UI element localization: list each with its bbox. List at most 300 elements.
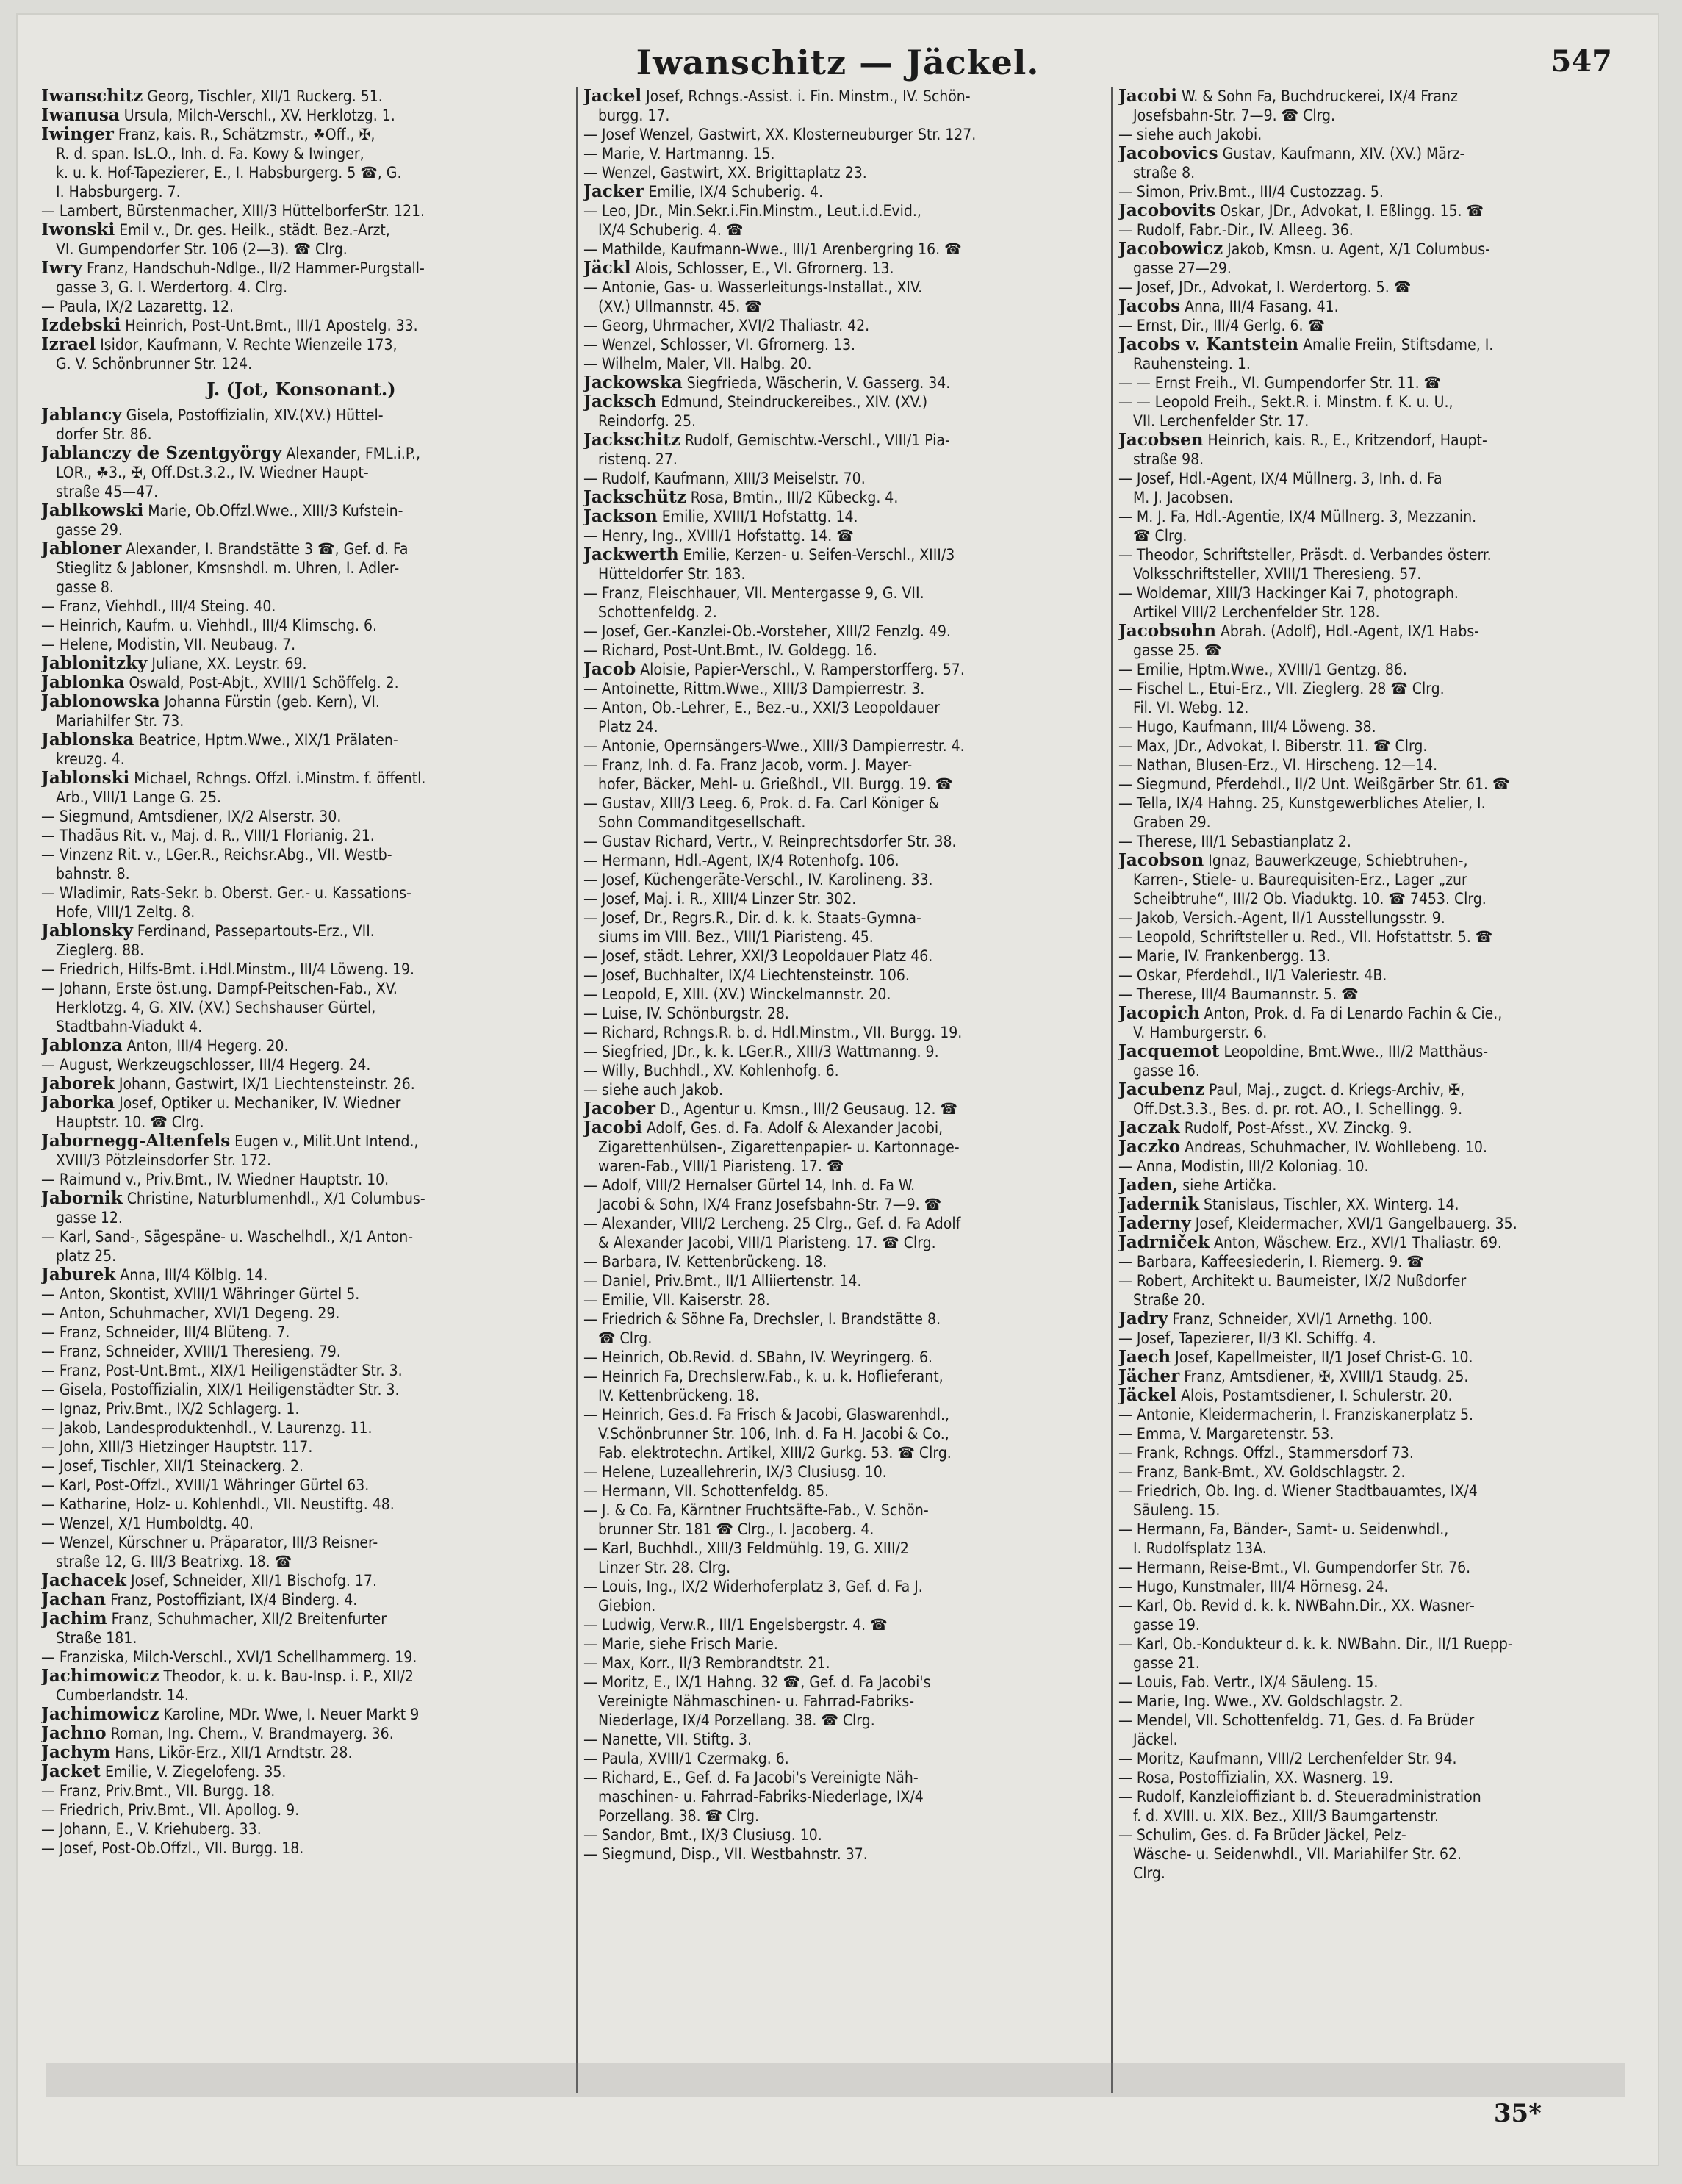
entry-text: gasse 12. [56,1209,123,1226]
entry-text: — Karl, Ob.-Kondukteur d. k. k. NWBahn. Dir., II/1 Ruepp- [1118,1635,1513,1653]
entry-text: — Fischel L., Etui-Erz., VII. Zieglerg. 28 ☎ Clrg. [1118,680,1445,697]
entry-text: — J. & Co. Fa, Kärntner Fruchtsäfte-Fab., V. Schön- [583,1501,929,1519]
directory-entry [41,1132,561,1151]
directory-entry [583,1481,1098,1501]
entry-text: — Thadäus Rit. v., Maj. d. R., VIII/1 Florianig. 21. [41,827,375,844]
entry-text: — M. J. Fa, Hdl.-Agentie, IX/4 Müllnerg. 3, Mezzanin. [1118,508,1477,525]
entry-text: — Paula, XVIII/1 Czermakg. 6. [583,1750,789,1767]
entry-text: — Georg, Uhrmacher, XVI/2 Thaliastr. 42. [583,317,870,334]
directory-entry [1118,1825,1642,1844]
entry-text: — Heinrich, Ob.Revid. d. SBahn, IV. Weyringerg. 6. [583,1348,932,1366]
entry-text: Juliane, XX. Leystr. 69. [147,655,307,672]
entry-text: — Josef, Tapezierer, II/3 Kl. Schiffg. 4. [1118,1329,1376,1347]
entry-surname: Jacket [41,1762,101,1781]
entry-text: Amalie Freiin, Stiftsdame, I. [1298,336,1494,353]
entry-text: Scheibtruhe“, III/2 Ob. Viaduktg. 10. ☎ 7453. Clrg. [1133,890,1487,908]
directory-entry [583,1004,1098,1023]
directory-entry [583,1252,1098,1271]
entry-text: — Nanette, VII. Stiftg. 3. [583,1731,752,1748]
entry-continuation [583,564,1098,583]
entry-text: Ferdinand, Passepartouts-Erz., VII. [132,922,375,940]
directory-entry [41,845,561,864]
directory-entry [1118,946,1642,966]
entry-text: — Therese, III/4 Baumannstr. 5. ☎ [1118,985,1359,1003]
directory-entry [583,373,1098,392]
entry-text: — Wenzel, Schlosser, VI. Gfrornerg. 13. [583,336,856,353]
entry-text: — Simon, Priv.Bmt., III/4 Custozzag. 5. [1118,183,1384,201]
entry-text: — Josef, städt. Lehrer, XXI/3 Leopoldauer Platz 46. [583,947,933,965]
entry-text: — Gustav, XIII/3 Leeg. 6, Prok. d. Fa. Carl Königer & [583,794,940,812]
entry-text: — Ludwig, Verw.R., III/1 Engelsbergstr. 4. ☎ [583,1616,888,1634]
entry-text: gasse 27—29. [1133,259,1232,277]
entry-text: Hauptstr. 10. ☎ Clrg. [56,1113,204,1131]
entry-text: — Raimund v., Priv.Bmt., IV. Wiedner Hauptstr. 10. [41,1171,389,1188]
entry-surname: Jackowska [583,373,683,392]
directory-entry [583,755,1098,775]
entry-continuation [1118,1501,1642,1520]
entry-text: Franz, Postoffiziant, IX/4 Binderg. 4. [106,1591,358,1609]
directory-entry [583,1768,1098,1787]
entry-text: Linzer Str. 28. Clrg. [598,1559,731,1576]
entry-surname: Jackschütz [583,488,686,507]
entry-text: — Rudolf, Kaufmann, XIII/3 Meiselstr. 70. [583,470,866,487]
directory-entry [41,826,561,845]
entry-text: gasse 25. ☎ [1133,642,1222,659]
entry-text: Franz, Amtsdiener, ✠, XVIII/1 Staudg. 25. [1179,1368,1469,1385]
entry-text: — August, Werkzeugschlosser, III/4 Hegerg. 24. [41,1056,371,1074]
entry-text: R. d. span. IsL.O., Inh. d. Fa. Kowy & Iwinger, [56,145,364,162]
entry-text: Emil v., Dr. ges. Heilk., städt. Bez.-Arzt, [115,221,390,239]
entry-text: — Friedrich & Söhne Fa, Drechsler, I. Brandstätte 8. [583,1310,941,1328]
entry-surname: Jacobi [1118,87,1177,106]
entry-text: — Karl, Ob. Revid d. k. k. NWBahn.Dir., XX. Wasner- [1118,1597,1475,1614]
directory-entry [583,583,1098,603]
entry-text: Josefsbahn-Str. 7—9. ☎ Clrg. [1133,107,1335,124]
directory-entry [41,220,561,240]
entry-text: — Antonie, Gas- u. Wasserleitungs-Installat., XIV. [583,279,923,296]
entry-surname: Jächer [1118,1367,1180,1386]
column-2 [576,87,1098,2093]
entry-text: Gisela, Postoffizialin, XIV.(XV.) Hüttel- [121,406,384,424]
entry-text: — Nathan, Blusen-Erz., VI. Hirscheng. 12—14. [1118,756,1438,774]
entry-text: — Marie, Ing. Wwe., XV. Goldschlagstr. 2. [1118,1692,1404,1710]
entry-text: Fab. elektrotechn. Artikel, XIII/2 Gurkg. 53. ☎ Clrg. [598,1444,952,1462]
entry-surname: Jacker [583,182,644,201]
directory-entry [41,1800,561,1820]
directory-entry [583,125,1098,144]
directory-entry [583,1673,1098,1692]
directory-entry [583,182,1098,201]
signature-mark: 35* [1493,2099,1542,2128]
entry-surname: Jadrniček [1118,1233,1210,1252]
entry-text: — Wenzel, X/1 Humboldtg. 40. [41,1515,254,1532]
entry-surname: Jaborek [41,1074,115,1093]
directory-entry [1118,182,1642,201]
directory-entry [1118,1252,1642,1271]
entry-text: — Josef, Ger.-Kanzlei-Ob.-Vorsteher, XIII/2 Fenzlg. 49. [583,622,951,640]
directory-entry [1118,507,1642,526]
directory-entry [583,1634,1098,1653]
entry-continuation [1118,106,1642,125]
directory-entry [583,1539,1098,1558]
entry-continuation [1118,1615,1642,1634]
entry-text: Reindorfg. 25. [598,412,697,430]
directory-entry [1118,335,1642,354]
entry-text: — Johann, E., V. Kriehuberg. 33. [41,1820,262,1838]
entry-surname: Jacksch [583,392,657,412]
entry-surname: Izdebski [41,316,121,335]
entry-text: — Mendel, VII. Schottenfeldg. 71, Ges. d. Fa Brüder [1118,1711,1475,1729]
entry-text: Edmund, Steindruckereibes., XIV. (XV.) [656,393,928,411]
entry-text: Hofe, VIII/1 Zeltg. 8. [56,903,195,921]
directory-entry [583,87,1098,106]
directory-entry [1118,1329,1642,1348]
entry-text: — Richard, E., Gef. d. Fa Jacobi's Vereinigte Näh- [583,1769,919,1786]
directory-entry [41,297,561,316]
entry-text: — Rudolf, Kanzleioffiziant b. d. Steueradministration [1118,1788,1481,1806]
directory-entry [41,316,561,335]
entry-text: Anton, Wäschew. Erz., XVI/1 Thaliastr. 69. [1210,1234,1502,1251]
entry-text: — Siegmund, Amtsdiener, IX/2 Alserstr. 30. [41,808,342,825]
entry-text: — — Leopold Freih., Sekt.R. i. Minstm. f. K. u. U., [1118,393,1453,411]
entry-continuation [41,578,561,597]
entry-text: gasse 16. [1133,1062,1200,1080]
entry-text: — Wilhelm, Maler, VII. Halbg. 20. [583,355,812,373]
entry-text: — Anna, Modistin, III/2 Koloniag. 10. [1118,1157,1369,1175]
entry-text: — Daniel, Priv.Bmt., II/1 Alliiertenstr. 14. [583,1272,862,1290]
entry-text: burgg. 17. [598,107,670,124]
entry-text: VI. Gumpendorfer Str. 106 (2—3). ☎ Clrg. [56,240,348,258]
entry-text: — Josef Wenzel, Gastwirt, XX. Klosterneuburger Str. 127. [583,126,977,143]
entry-text: Rudolf, Gemischtw.-Verschl., VIII/1 Pia- [680,431,950,449]
entry-surname: Jacobs [1118,297,1181,316]
directory-entry [41,1036,561,1055]
entry-text: Schottenfeldg. 2. [598,603,717,621]
entry-continuation [583,813,1098,832]
directory-entry [1118,736,1642,755]
entry-text: — Franz, Inh. d. Fa. Franz Jacob, vorm. J. Mayer- [583,756,913,774]
entry-text: Hans, Likör-Erz., XII/1 Arndtstr. 28. [110,1744,353,1761]
directory-entry [41,1361,561,1380]
entry-text: Hütteldorfer Str. 183. [598,565,746,583]
entry-text: Anna, III/4 Kölblg. 14. [115,1266,268,1284]
entry-continuation [41,425,561,444]
entry-continuation [41,182,561,201]
entry-text: — Rudolf, Fabr.-Dir., IV. Alleeg. 36. [1118,221,1354,239]
column-1 [41,87,561,2093]
entry-text: — Leopold, E, XIII. (XV.) Winckelmannstr. 20. [583,985,891,1003]
entry-surname: Iwanschitz [41,87,143,106]
entry-continuation [41,750,561,769]
directory-entry [1118,392,1642,412]
entry-text: Platz 24. [598,718,658,736]
entry-continuation [1118,1061,1642,1080]
entry-text: — Franz, Schneider, XVIII/1 Theresieng. 79. [41,1343,341,1360]
entry-text: — Katharine, Holz- u. Kohlenhdl., VII. Neustiftg. 48. [41,1495,395,1513]
entry-continuation [41,1686,561,1705]
entry-text: — siehe auch Jakob. [583,1081,724,1099]
directory-entry [583,908,1098,927]
entry-continuation [41,1017,561,1036]
entry-surname: Jäckl [583,259,631,278]
entry-continuation [41,278,561,297]
directory-entry [583,1080,1098,1099]
entry-text: — Wenzel, Gastwirt, XX. Brigittaplatz 23. [583,164,867,182]
directory-entry [1118,1310,1642,1329]
entry-text: Oskar, JDr., Advokat, I. Eßlingg. 15. ☎ [1215,202,1484,220]
entry-surname: Jablonski [41,769,130,788]
entry-text: gasse 21. [1133,1654,1200,1672]
directory-entry [41,960,561,979]
entry-surname: Jackwerth [583,545,679,564]
directory-entry [583,622,1098,641]
directory-entry [41,1170,561,1189]
entry-text: straße 12, G. III/3 Beatrixg. 18. ☎ [56,1553,292,1570]
entry-text: Josef, Kapellmeister, II/1 Josef Christ-G. 10. [1171,1348,1473,1366]
entry-continuation [1118,641,1642,660]
entry-text: Marie, Ob.Offzl.Wwe., XIII/3 Kufstein- [143,502,403,520]
entry-text: — Siegmund, Pferdehdl., II/2 Unt. Weißgärber Str. 61. ☎ [1118,775,1510,793]
entry-continuation [1118,1539,1642,1558]
entry-surname: Iwinger [41,125,114,144]
entry-text: Ursula, Milch-Verschl., XV. Herklotzg. 1. [119,107,395,124]
entry-text: Franz, kais. R., Schätzmstr., ☘Off., ✠, [113,126,375,143]
entry-text: — Johann, Erste öst.ung. Dampf-Peitschen-Fab., XV. [41,980,398,997]
entry-text: — Wladimir, Rats-Sekr. b. Oberst. Ger.- u. Kassations- [41,884,411,902]
directory-entry [1118,201,1642,220]
directory-entry [41,883,561,902]
entry-text: — Hugo, Kaufmann, III/4 Löweng. 38. [1118,718,1376,736]
entry-continuation [41,163,561,182]
directory-entry [1118,1462,1642,1481]
entry-text: — John, XIII/3 Hietzinger Hauptstr. 117. [41,1438,313,1456]
directory-entry [1118,1787,1642,1806]
entry-text: Josef, Rchngs.-Assist. i. Fin. Minstm., IV. Schön- [641,87,971,105]
directory-entry [583,1730,1098,1749]
entry-surname: Jaderny [1118,1214,1191,1233]
directory-entry [583,545,1098,564]
entry-text: — Vinzenz Rit. v., LGer.R., Reichsr.Abg., VII. Westb- [41,846,392,863]
entry-text: — Siegfried, JDr., k. k. LGer.R., XIII/3 Wattmanng. 9. [583,1043,939,1060]
directory-entry [41,597,561,616]
entry-continuation [583,450,1098,469]
entry-text: — Franz, Post-Unt.Bmt., XIX/1 Heiligenstädter Str. 3. [41,1362,403,1379]
entry-continuation [583,1195,1098,1214]
directory-entry [41,979,561,998]
entry-surname: Jablonka [41,673,125,692]
entry-continuation [583,1443,1098,1462]
directory-entry [583,1462,1098,1481]
entry-text: Christine, Naturblumenhdl., X/1 Columbus- [122,1190,425,1207]
entry-continuation [1118,1023,1642,1042]
entry-continuation [1118,412,1642,431]
entry-text: Clrg. [1133,1864,1165,1882]
entry-text: Josef, Optiker u. Mechaniker, IV. Wiedner [115,1094,401,1112]
entry-surname: Jaczak [1118,1118,1180,1138]
entry-surname: Jacob [583,660,636,679]
entry-surname: Jaburek [41,1265,116,1285]
directory-entry [583,1310,1098,1329]
directory-entry [41,501,561,520]
entry-text: — Hermann, VII. Schottenfeldg. 85. [583,1482,829,1500]
directory-entry [1118,431,1642,450]
directory-entry [583,1501,1098,1520]
entry-text: — Helene, Luzeallehrerin, IX/3 Clusiusg. 10. [583,1463,887,1481]
entry-text: — Woldemar, XIII/3 Hackinger Kai 7, photograph. [1118,584,1459,602]
page-number: 547 [1550,44,1612,79]
entry-text: — Gisela, Postoffizialin, XIX/1 Heiligenstädter Str. 3. [41,1381,400,1398]
directory-entry [583,1118,1098,1138]
directory-entry [583,526,1098,545]
entry-text: — Louis, Ing., IX/2 Widerhoferplatz 3, Gef. d. Fa J. [583,1578,923,1595]
entry-text: Franz, Schneider, XVI/1 Arnethg. 100. [1168,1310,1433,1328]
entry-text: Wäsche- u. Seidenwhdl., VII. Mariahilfer Str. 62. [1133,1845,1462,1863]
directory-entry [1118,1673,1642,1692]
directory-entry [41,922,561,941]
directory-entry [1118,679,1642,698]
entry-text: straße 45—47. [56,483,159,500]
entry-continuation [41,998,561,1017]
entry-surname: Iwry [41,259,83,278]
entry-text: — Hugo, Kunstmaler, III/4 Hörnesg. 24. [1118,1578,1389,1595]
entry-surname: Jablanczy de Szentgyörgy [41,444,282,463]
entry-continuation [41,941,561,960]
entry-text: — Jakob, Landesproduktenhdl., V. Laurenzg. 11. [41,1419,373,1437]
entry-surname: Jacubenz [1118,1080,1205,1099]
directory-entry [41,769,561,788]
entry-text: k. u. k. Hof-Tapezierer, E., I. Habsburgerg. 5 ☎, G. [56,164,402,182]
entry-text: Eugen v., Milit.Unt Intend., [230,1132,419,1150]
entry-text: VII. Lerchenfelder Str. 17. [1133,412,1309,430]
directory-entry [1118,373,1642,392]
entry-text: Rudolf, Post-Afsst., XV. Zinckg. 9. [1179,1119,1412,1137]
entry-text: — Mathilde, Kaufmann-Wwe., III/1 Arenbergring 16. ☎ [583,240,962,258]
entry-text: — Hermann, Hdl.-Agent, IX/4 Rotenhofg. 106. [583,852,899,869]
directory-entry [41,730,561,750]
directory-entry [583,946,1098,966]
entry-text: Mariahilfer Str. 73. [56,712,184,730]
directory-entry [41,1418,561,1437]
entry-text: — Jakob, Versich.-Agent, II/1 Ausstellungsstr. 9. [1118,909,1445,927]
entry-surname: Jadry [1118,1310,1168,1329]
entry-surname: Jacquemot [1118,1042,1220,1061]
entry-text: maschinen- u. Fahrrad-Fabriks-Niederlage, IX/4 [598,1788,924,1806]
directory-entry [583,1023,1098,1042]
directory-entry [1118,1348,1642,1367]
directory-entry [1118,1443,1642,1462]
entry-surname: Jachimowicz [41,1705,159,1724]
directory-entry [1118,1749,1642,1768]
entry-continuation [1118,1864,1642,1883]
entry-text: straße 98. [1133,450,1204,468]
entry-text: — Ernst, Dir., III/4 Gerlg. 6. ☎ [1118,317,1325,334]
entry-text: Georg, Tischler, XII/1 Ruckerg. 51. [143,87,383,105]
entry-text: Niederlage, IX/4 Porzellang. 38. ☎ Clrg. [598,1711,875,1729]
directory-entry [583,1099,1098,1118]
entry-surname: Jablonitzky [41,654,148,673]
directory-entry [1118,1596,1642,1615]
entry-text: I. Habsburgerg. 7. [56,183,181,201]
entry-continuation [583,1157,1098,1176]
entry-text: Aloisie, Papier-Verschl., V. Ramperstorfferg. 57. [636,661,965,678]
entry-continuation [41,864,561,883]
entry-text: — Josef, Dr., Regrs.R., Dir. d. k. k. Staats-Gymna- [583,909,921,927]
directory-entry [41,1762,561,1781]
entry-text: — Moritz, E., IX/1 Hahng. 32 ☎, Gef. d. Fa Jacobi's [583,1673,931,1691]
entry-surname: Jaczko [1118,1138,1181,1157]
directory-entry [583,144,1098,163]
entry-continuation [1118,163,1642,182]
directory-entry [1118,1176,1642,1195]
directory-entry [1118,144,1642,163]
entry-surname: Jabloner [41,539,122,558]
entry-text: Alois, Schlosser, E., VI. Gfrornerg. 13. [630,259,894,277]
directory-entry [1118,775,1642,794]
directory-entry [583,889,1098,908]
entry-text: Jäckel. [1133,1731,1178,1748]
directory-entry [1118,1692,1642,1711]
directory-entry [583,1061,1098,1080]
entry-text: — Alexander, VIII/2 Lercheng. 25 Clrg., Gef. d. Fa Adolf [583,1215,961,1232]
entry-text: Stieglitz & Jabloner, Kmsnshdl. m. Uhren, I. Adler- [56,559,400,577]
entry-text: Gustav, Kaufmann, XIV. (XV.) März- [1218,145,1465,162]
entry-text: gasse 29. [56,521,123,539]
directory-entry [1118,1577,1642,1596]
directory-entry [583,679,1098,698]
entry-text: — Max, Korr., II/3 Rembrandtstr. 21. [583,1654,830,1672]
entry-surname: Jacopich [1118,1004,1200,1023]
entry-continuation [1118,1806,1642,1825]
entry-text: — Josef, Tischler, XII/1 Steinackerg. 2. [41,1457,304,1475]
entry-surname: Jabornik [41,1189,123,1208]
entry-continuation [1118,1099,1642,1118]
entry-surname: Jacobowicz [1118,240,1223,259]
entry-continuation [583,717,1098,736]
directory-entry [583,736,1098,755]
entry-text: brunner Str. 181 ☎ Clrg., I. Jacoberg. 4. [598,1520,874,1538]
entry-text: Stadtbahn-Viadukt 4. [56,1018,203,1035]
entry-text: Alexander, FML.i.P., [281,445,420,462]
entry-surname: Jacober [583,1099,655,1118]
directory-entry [1118,1157,1642,1176]
directory-entry [41,1380,561,1399]
directory-entry [41,1189,561,1208]
entry-text: Fil. VI. Webg. 12. [1133,699,1249,716]
directory-entry [41,807,561,826]
entry-text: Herklotzg. 4, G. XIV. (XV.) Sechshauser Gürtel, [56,999,376,1016]
directory-entry [583,1749,1098,1768]
entry-continuation [1118,813,1642,832]
entry-surname: Jacobs v. Kantstein [1118,335,1299,354]
entry-text: Alois, Postamtsdiener, I. Schulerstr. 20. [1176,1387,1453,1404]
directory-entry [1118,316,1642,335]
entry-text: — Antonie, Opernsängers-Wwe., XIII/3 Dampierrestr. 4. [583,737,965,755]
entry-text: — Anton, Skontist, XVIII/1 Währinger Gürtel 5. [41,1285,360,1303]
entry-continuation [41,482,561,501]
entry-text: — Josef, Buchhalter, IX/4 Liechtensteinstr. 106. [583,966,910,984]
entry-continuation [1118,603,1642,622]
entry-text: platz 25. [56,1247,117,1265]
entry-continuation [1118,354,1642,373]
directory-entry [1118,1424,1642,1443]
entry-surname: Jachan [41,1590,107,1609]
entry-continuation [583,1233,1098,1252]
directory-entry [1118,583,1642,603]
directory-entry [41,1495,561,1514]
directory-entry [41,1227,561,1246]
entry-text: LOR., ☘3., ✠, Off.Dst.3.2., IV. Wiedner Haupt- [56,464,369,481]
entry-text: Sohn Commanditgesellschaft. [598,813,806,831]
